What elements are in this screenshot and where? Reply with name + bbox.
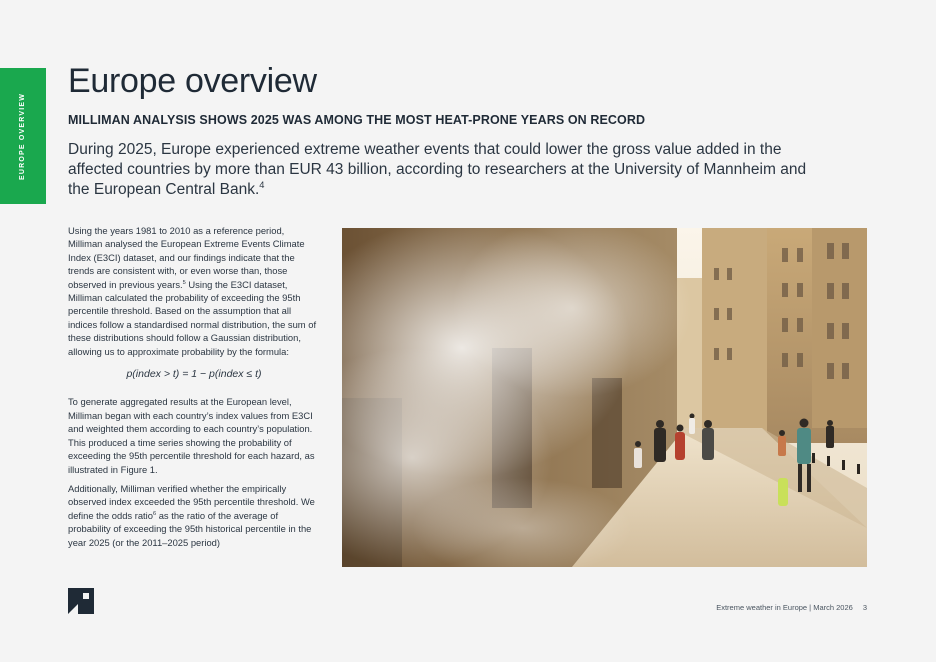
section-subheading: MILLIMAN ANALYSIS SHOWS 2025 WAS AMONG THE MOST HEAT-PRONE YEARS ON RECORD: [68, 113, 646, 127]
body-text: Using the E3CI dataset, Milliman calculated the probability of exceeding the 95th percentile threshold. Based on the assumption that all indices follow a standardised normal distribution, the sum of these distributions should follow a Gaussian distribution, allowing us to approximate probability by the formula:: [68, 278, 317, 357]
lead-text: During 2025, Europe experienced extreme weather events that could lower the gross value added in the affected countries by more than EUR 43 billion, according to researchers at the University of Mannheim and the European Central Bank.: [68, 141, 807, 198]
body-text-column: [68, 224, 320, 555]
body-paragraph: [68, 224, 320, 358]
lead-paragraph: [68, 140, 828, 200]
body-paragraph: [68, 482, 320, 549]
probability-formula: p(index > t) = 1 − p(index ≤ t): [126, 368, 262, 381]
body-paragraph: To generate aggregated results at the European level, Milliman began with each country’s index values from E3CI and weighted them according to each country’s population. This produced a time series showing the probability of exceeding the 95th percentile threshold for each hazard, as illustrated in Figure 1.: [68, 396, 315, 475]
footnote-ref: 4: [259, 179, 265, 190]
section-tab-label: EUROPE OVERVIEW: [19, 92, 27, 180]
body-text: as the ratio of the average of probability of exceeding the 95th historical percentile in the year 2025 (or the 2011–2025 period): [68, 509, 312, 548]
footnote-ref: 6: [152, 510, 157, 517]
body-text: Additionally, Milliman verified whether the empirically observed index exceeded the 95th percentile threshold. We define the odds ratio: [68, 482, 315, 521]
publication-title: Extreme weather in Europe | March 2026: [716, 603, 853, 612]
page-footer: [600, 603, 867, 612]
page-title: Europe overview: [68, 62, 317, 100]
section-tab: [0, 68, 46, 204]
street-heat-photo: [342, 228, 867, 567]
footnote-ref: 5: [182, 279, 186, 286]
body-text: Using the years 1981 to 2010 as a reference period, Milliman analysed the European Extreme Events Climate Index (E3CI) dataset, and our findings indicate that the trends are consistent with, or even worse than, those observed in previous years.: [68, 225, 305, 290]
milliman-logo-icon: [68, 588, 94, 614]
page-number: 3: [862, 603, 867, 612]
